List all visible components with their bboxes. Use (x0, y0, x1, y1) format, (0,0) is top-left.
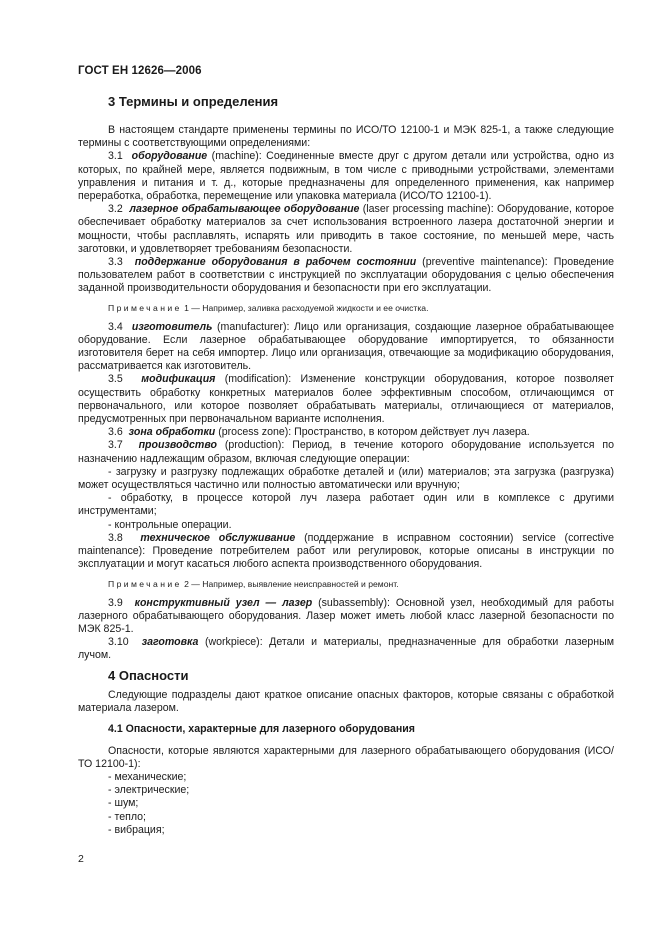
term-name: заготовка (141, 636, 199, 649)
section-4-title: 4 Опасности (108, 668, 189, 683)
term-3-7: 3.7 производство (production): Период, в течение которого оборудование используется по назначению надлежащим образом, включая следующие операции: (78, 439, 614, 465)
list-item: - вибрация; (108, 823, 165, 836)
term-3-5: 3.5 модификация (modification): Изменение конструкции оборудования, которое позволяет осуществить обработку конкретных материалов более эффективным способом, отличающимся от первоначального, или которое позволяет обрабатывать материалы, отличающиеся от материалов, предусмотренных при первоначальном варианте исполнения. (78, 373, 614, 426)
term-name: техническое обслуживание (140, 531, 296, 544)
list-item: - шум; (108, 797, 139, 810)
document-id: ГОСТ ЕН 12626—2006 (78, 65, 202, 77)
section-3-intro: В настоящем стандарте применены термины по ИСО/ТО 12100-1 и МЭК 825-1, а также следующие термины с соответствующими определениями: (78, 124, 614, 150)
term-name: зона обработки (128, 426, 216, 439)
term-3-6: 3.6 зона обработки (process zone): Пространство, в котором действует луч лазера. (108, 426, 530, 439)
term-name: конструктивный узел — лазер (134, 596, 313, 609)
list-item: - электрические; (108, 784, 190, 797)
term-3-8: 3.8 техническое обслуживание (поддержание в исправном состоянии) service (corrective maintenance): Проведение потребителем работ или регулировок, которые описаны в инструкции по эксплуатации и могут касаться любого аспекта производственного оборудования. (78, 531, 614, 571)
term-3-4: 3.4 изготовитель (manufacturer): Лицо или организация, создающие лазерное обрабатывающее оборудование. Если лазерное обрабатывающее оборудование импортируется, то обязанности изготовителя берет на себя импортер. Лицо или организация, отвечающие за модификацию оборудования, рассматривается как изготовитель. (78, 320, 614, 373)
list-item: - загрузку и разгрузку подлежащих обработке деталей и (или) материалов; эта загрузка (разгрузка) может осуществляться частично или полностью автоматически или вручную; (78, 465, 614, 492)
term-3-2: 3.2 лазерное обрабатывающее оборудование (laser processing machine): Оборудование, которое обеспечивает обработку материалов за счет использования встроенного лазера достаточной энергии и мощности, чтобы расплавлять, испарять или приводить в такое состояние, по меньшей мере, часть заготовки, и удовлетворяет требованиям безопасности. (78, 203, 614, 255)
list-item: - механические; (108, 771, 187, 784)
section-4-intro: Следующие подразделы дают краткое описание опасных факторов, которые связаны с обработкой материала лазером. (78, 689, 614, 715)
term-name: производство (138, 439, 217, 452)
subsection-4-1-text: Опасности, которые являются характерными для лазерного обрабатывающего оборудования (ИСО/ТО 12100-1): (78, 744, 614, 770)
page-number: 2 (78, 853, 84, 865)
list-item: - контрольные операции. (108, 518, 232, 531)
section-3-title: 3 Термины и определения (108, 94, 279, 109)
term-name: модификация (141, 373, 216, 386)
note-1: Примечание 1 — Например, заливка расходуемой жидкости и ее очистка. (108, 302, 429, 313)
term-3-3: 3.3 поддержание оборудования в рабочем состоянии (preventive maintenance): Проведение пользователем работ в соответствии с инструкцией по эксплуатации оборудования с целью обеспечения заданной производительности оборудования и безопасности при его эксплуатации. (78, 256, 615, 295)
term-name: лазерное обрабатывающее оборудование (129, 203, 360, 216)
note-2: Примечание 2 — Например, выявление неисправностей и ремонт. (108, 578, 399, 589)
subsection-4-1-title: 4.1 Опасности, характерные для лазерного оборудования (108, 723, 415, 736)
term-name: изготовитель (131, 320, 213, 333)
term-3-9: 3.9 конструктивный узел — лазер (subassembly): Основной узел, необходимый для работы лазерного обрабатывающего оборудования. Лазер может иметь любой класс лазерной безопасности по МЭК 825-1. (78, 596, 614, 635)
term-name: поддержание оборудования в рабочем состоянии (134, 256, 417, 269)
term-3-10: 3.10 заготовка (workpiece): Детали и материалы, предназначенные для обработки лазерным лучом. (78, 636, 615, 662)
term-name: оборудование (131, 150, 208, 163)
section-3-body (78, 124, 614, 663)
term-3-1: 3.1 оборудование (machine): Соединенные вместе друг с другом детали или устройства, одно из которых, по крайней мере, является подвижным, в том числе с приводными устройствами, элементами управления и питания и т. д., которые предназначены для определенного применения, как например переработка, обработка, перемещение или упаковка материала (ИСО/ТО 12100-1). (78, 150, 614, 203)
list-item: - обработку, в процессе которой луч лазера работает один или в комплексе с другими инструментами; (78, 492, 614, 518)
list-item: - тепло; (108, 810, 146, 823)
section-4-body (78, 689, 614, 837)
